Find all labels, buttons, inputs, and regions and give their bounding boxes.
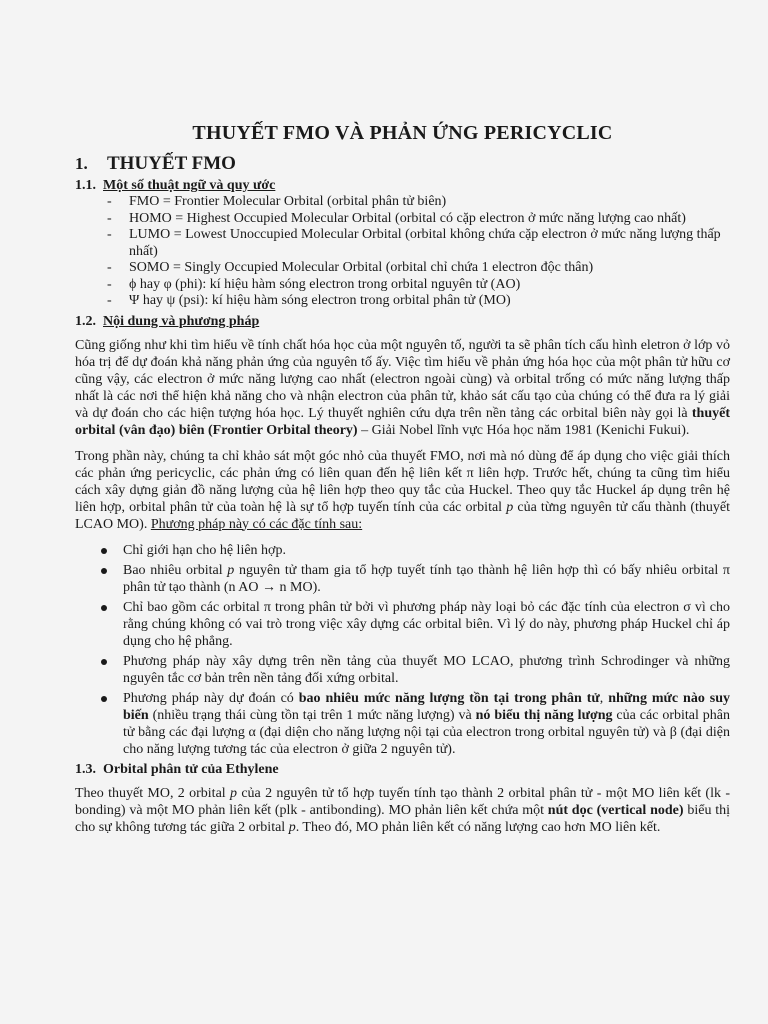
list-item-text: , (599, 690, 609, 706)
section-number: 1. (75, 154, 88, 173)
list-item-text: (nhiều trạng thái cùng tồn tại trên 1 mức năng lượng) và (148, 707, 476, 723)
paragraph-ethylene (75, 785, 730, 836)
spacer (75, 439, 730, 448)
subsection-number: 1.2. (75, 313, 96, 329)
paragraph-text: . Theo đó, MO phản liên kết có năng lượng cao hơn MO liên kết. (295, 819, 661, 835)
spacer (75, 330, 730, 337)
bold-term: nút dọc (547, 802, 593, 818)
subsection-1-3-heading (75, 761, 730, 778)
subsection-number: 1.3. (75, 761, 96, 777)
bold-term: những mức nào suy biến (123, 690, 730, 723)
document-body (75, 122, 730, 836)
term-item-homo: - HOMO = Highest Occupied Molecular Orbital (orbital có cặp electron ở mức năng lượng cao nhất) (107, 211, 730, 228)
paragraph-text: Cũng giống như khi tìm hiểu về tính chất hóa học của một nguyên tố, người ta sẽ phân tích cấu hình eletron ở lớp vỏ hóa trị để dự đoán khả năng phản ứng của nguyên tố ấy. Việc tìm hiểu về phản ứng hóa học của một phân tử hữu cơ cũng vậy, các electron ở mức năng lượng cao nhất (electron ngoài cùng) và orbital trống có mức năng lượng thấp nhất là các nơi thể hiện khả năng cho và nhận electron của phân tử, khảo sát cấu tạo của chúng có thể đưa ra lý giải và dự đoán cho các hiện tượng hóa học. Lý thuyết nghiên cứu dựa trên nền tảng các orbital biên này gọi là (75, 337, 730, 421)
terms-list (75, 194, 730, 310)
list-item (99, 562, 730, 596)
paragraph-text: biểu thị cho sự không tương tác giữa 2 orbital (75, 802, 731, 835)
list-item-text: Chỉ bao gồm các orbital π trong phân tử bởi vì phương pháp này loại bỏ các đặc tính của electron σ vì cho rằng chúng không có vai trò trong việc xây dựng các orbital biên. Vì lý do này, phương pháp Huckel chỉ áp dụng cho hệ phẳng. (123, 599, 730, 649)
paragraph-text: – Giải Nobel lĩnh vực Hóa học năm 1981 (Kenichi Fukui). (357, 422, 690, 438)
paragraph-text: của từng nguyên tử cấu thành (thuyết LCAO MO). (75, 499, 730, 532)
subsection-1-1-heading (75, 177, 730, 194)
paragraph-text: của 2 nguyên tử tổ hợp tuyến tính tạo thành 2 orbital phân tử - một MO liên kết (lk - bonding) và một MO phản liên kết (plk - antibonding). MO phản liên kết chứa một (75, 785, 730, 818)
section-title: THUYẾT FMO (107, 153, 236, 174)
list-item-text: nguyên tử tham gia tổ hợp tuyết tính tạo thành hệ liên hợp thì có bấy nhiêu orbital π phân tử tạo thành (n AO → n MO). (123, 562, 730, 595)
list-item-text: của các orbital phân tử bằng các đại lượng α (đại diện cho năng lượng nội tại của electron trong orbital nguyên tử) và β (đại diện cho năng lượng tương tác của electron ở giữa 2 nguyên tử). (123, 707, 731, 757)
spacer (75, 533, 730, 542)
term-item-fmo: - FMO = Frontier Molecular Orbital (orbital phân tử biên) (107, 194, 730, 211)
italic-term: p (506, 499, 514, 515)
paragraph-method (75, 448, 730, 533)
subsection-1-2-heading (75, 313, 730, 330)
list-item (99, 599, 730, 650)
list-item-text: Bao nhiêu orbital (123, 562, 228, 578)
bold-term: nó biểu thị năng lượng (475, 707, 613, 723)
list-item (99, 542, 730, 559)
bold-term: (vertical node) (596, 802, 684, 818)
spacer (75, 778, 730, 785)
italic-term: p (230, 785, 238, 801)
term-item-somo: - SOMO = Singly Occupied Molecular Orbital (orbital chỉ chứa 1 electron độc thân) (107, 260, 730, 277)
properties-list (75, 542, 730, 758)
subsection-title: Nội dung và phương pháp (103, 313, 260, 329)
list-item-text: Chỉ giới hạn cho hệ liên hợp. (123, 542, 286, 558)
italic-term: p (227, 562, 235, 578)
paragraph-intro (75, 337, 730, 439)
subsection-title: Một số thuật ngữ và quy ước (103, 178, 276, 193)
bold-term: thuyết orbital (vân đạo) biên (75, 405, 730, 438)
list-item-text: Phương pháp này xây dựng trên nền tảng của thuyết MO LCAO, phương trình Schrodinger và những nguyên tắc cơ bản trên nền tảng đối xứng orbital. (123, 653, 730, 686)
term-item-psi: - Ψ hay ψ (psi): kí hiệu hàm sóng electron trong orbital phân tử (MO) (107, 293, 730, 310)
subsection-title: Orbital phân tử của Ethylene (103, 761, 279, 777)
paragraph-text: Trong phần này, chúng ta chỉ khảo sát một góc nhỏ của thuyết FMO, nơi mà nó dùng để áp dụng cho việc giải thích các phản ứng pericyclic, các phản ứng có liên quan đến hệ liên kết π liên hợp. Trước hết, chúng ta cũng tìm hiểu cách xây dựng giản đồ năng lượng của hệ liên hợp theo quy tắc của Huckel. Theo quy tắc Huckel áp dụng trên hệ liên hợp, orbital phân tử của toàn hệ là sự tổ hợp tuyến tính của các orbital (75, 448, 730, 515)
list-item (99, 690, 730, 758)
underlined-text: Phương pháp này có các đặc tính sau: (150, 516, 363, 532)
bold-term: bao nhiêu mức năng lượng tồn tại trong phân tử (298, 690, 600, 706)
bold-term: (Frontier Orbital theory) (208, 422, 358, 438)
term-item-lumo: - LUMO = Lowest Unoccupied Molecular Orbital (orbital không chứa cặp electron ở mức năng lượng thấp nhất) (107, 227, 730, 260)
list-item (99, 653, 730, 687)
section-1-heading (75, 153, 730, 175)
document-title: THUYẾT FMO VÀ PHẢN ỨNG PERICYCLIC (192, 122, 613, 144)
paragraph-text: Theo thuyết MO, 2 orbital (75, 785, 231, 801)
subsection-number: 1.1. (75, 178, 96, 193)
term-item-phi: - ϕ hay φ (phi): kí hiệu hàm sóng electron trong orbital nguyên tử (AO) (107, 277, 730, 294)
italic-term: p (288, 819, 296, 835)
list-item-text: Phương pháp này dự đoán có (123, 690, 299, 706)
